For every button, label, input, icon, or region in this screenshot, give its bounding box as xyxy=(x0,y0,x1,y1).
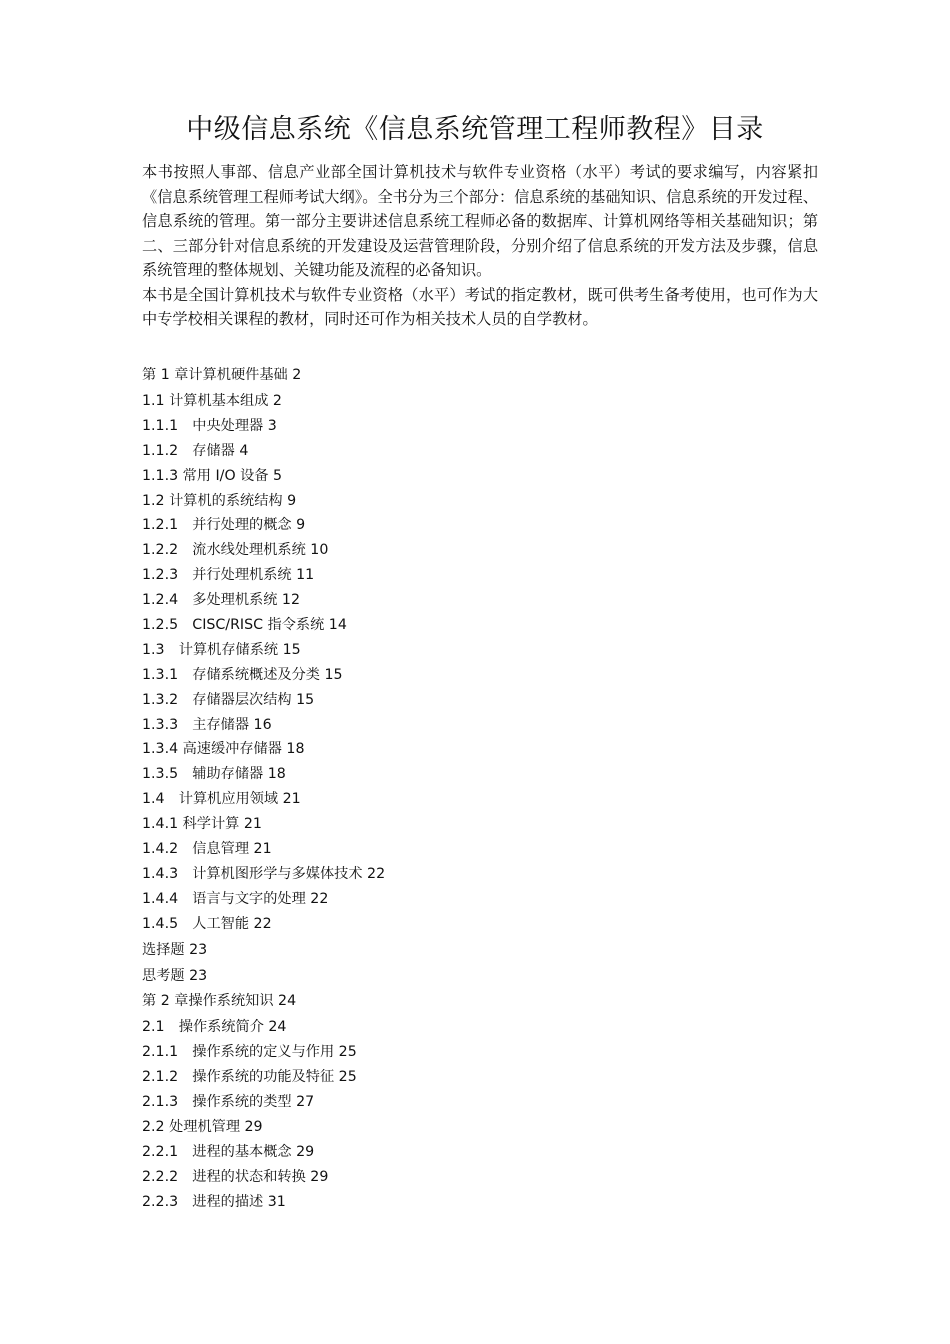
toc-entry: 1.1 计算机基本组成 2 xyxy=(142,393,282,409)
toc-entry: 1.2.1 并行处理的概念 9 xyxy=(142,517,306,534)
toc-entry: 1.3 计算机存储系统 15 xyxy=(142,641,301,658)
toc-entry: 思考题 23 xyxy=(142,967,208,984)
toc-entry: 1.3.1 存储系统概述及分类 15 xyxy=(142,666,343,683)
toc-entry: 2.2.3 进程的描述 31 xyxy=(142,1193,286,1210)
toc-entry: 1.3.4 高速缓冲存储器 18 xyxy=(142,741,305,758)
toc-entry: 1.2.4 多处理机系统 12 xyxy=(142,592,300,609)
toc-entry: 2.1.1 操作系统的定义与作用 25 xyxy=(142,1044,357,1061)
toc-entry: 2.1.2 操作系统的功能及特征 25 xyxy=(142,1069,357,1086)
toc-entry: 1.4.3 计算机图形学与多媒体技术 22 xyxy=(142,865,386,882)
intro-paragraph: 本书是全国计算机技术与软件专业资格（水平）考试的指定教材，既可供考生备考使用，也可作为大中专学校相关课程的教材，同时还可作为相关技术人员的自学教材。 xyxy=(142,285,818,328)
toc-entry: 1.4.1 科学计算 21 xyxy=(142,816,262,833)
toc-entry: 1.3.5 辅助存储器 18 xyxy=(142,766,286,783)
toc-entry: 2.2 处理机管理 29 xyxy=(142,1119,263,1136)
toc-entry: 1.4.4 语言与文字的处理 22 xyxy=(142,890,329,907)
intro-section xyxy=(142,160,818,332)
toc-entry: 1.3.2 存储器层次结构 15 xyxy=(142,691,315,708)
toc-entry: 选择题 23 xyxy=(142,941,208,958)
toc-entry: 2.1.3 操作系统的类型 27 xyxy=(142,1094,315,1111)
toc-entry: 2.2.1 进程的基本概念 29 xyxy=(142,1143,315,1160)
toc-entry: 1.2.2 流水线处理机系统 10 xyxy=(142,542,329,559)
toc-entry: 1.4.5 人工智能 22 xyxy=(142,915,272,932)
toc-entry: 1.3.3 主存储器 16 xyxy=(142,716,272,733)
toc-entry: 1.2.5 CISC/RISC 指令系统 14 xyxy=(142,617,347,634)
table-of-contents xyxy=(142,362,818,1215)
document-title: 中级信息系统《信息系统管理工程师教程》目录 xyxy=(186,114,764,145)
toc-entry: 2.1 操作系统简介 24 xyxy=(142,1019,287,1036)
toc-entry: 第 1 章计算机硬件基础 2 xyxy=(142,367,302,383)
toc-entry: 1.4.2 信息管理 21 xyxy=(142,841,272,858)
toc-entry: 1.1.3 常用 I/O 设备 5 xyxy=(142,467,283,484)
toc-entry: 2.2.2 进程的状态和转换 29 xyxy=(142,1168,329,1185)
intro-paragraph: 本书按照人事部、信息产业部全国计算机技术与软件专业资格（水平）考试的要求编写，内容紧扣《信息系统管理工程师考试大纲》。全书分为三个部分：信息系统的基础知识、信息系统的开发过程、信息系统的管理。第一部分主要讲述信息系统工程师必备的数据库、计算机网络等相关基础知识；第二、三部分针对信息系统的开发建设及运营管理阶段，分别介绍了信息系统的开发方法及步骤，信息系统管理的整体规划、关键功能及流程的必备知识。 xyxy=(142,163,818,279)
toc-entry: 第 2 章操作系统知识 24 xyxy=(142,993,297,1010)
toc-entry: 1.1.2 存储器 4 xyxy=(142,442,249,459)
toc-entry: 1.2 计算机的系统结构 9 xyxy=(142,492,297,509)
toc-entry: 1.4 计算机应用领域 21 xyxy=(142,791,301,808)
toc-entry: 1.2.3 并行处理机系统 11 xyxy=(142,567,315,584)
toc-entry: 1.1.1 中央处理器 3 xyxy=(142,417,277,434)
